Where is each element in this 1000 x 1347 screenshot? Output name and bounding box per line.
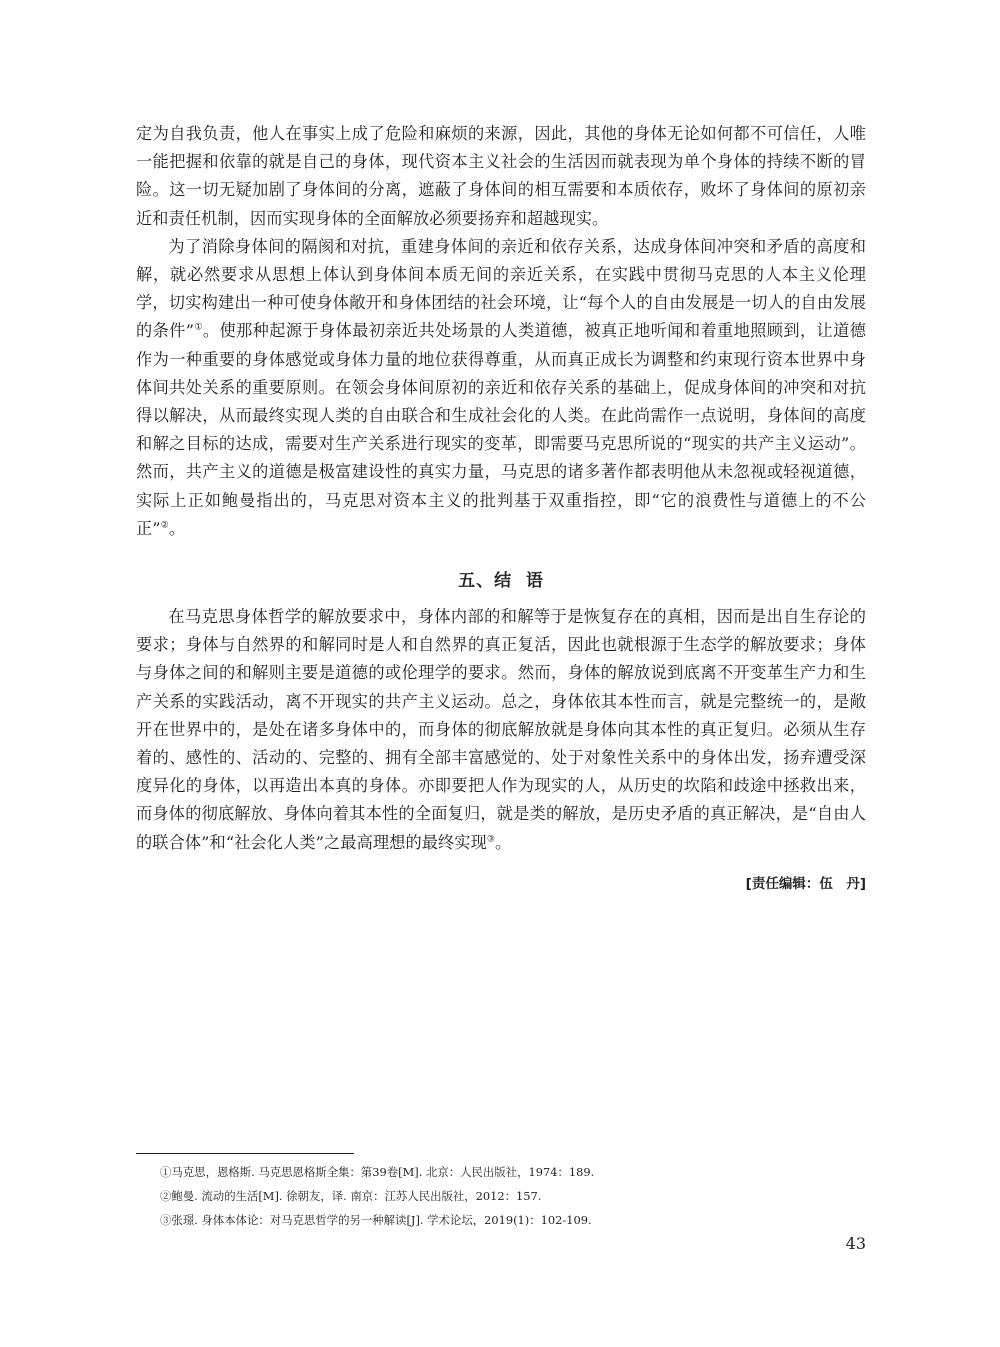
footnote-ref-2[interactable]: ② — [160, 520, 169, 531]
paragraph-text: 。 — [168, 518, 186, 538]
paragraph-reconciliation — [136, 233, 866, 543]
section-heading: 五、结 语 — [458, 571, 544, 592]
footnotes — [160, 1160, 866, 1232]
paragraph-text: 。 — [495, 832, 512, 852]
editor-credit: [责任编辑：伍 丹] — [745, 875, 866, 892]
footnote-1: ①马克思，恩格斯. 马克思恩格斯全集：第39卷[M]. 北京：人民出版社，1974：189. — [160, 1165, 595, 1179]
paragraph-text: 定为自我负责，他人在事实上成了危险和麻烦的来源，因此，其他的身体无论如何都不可信任，人唯一能把握和依靠的就是自己的身体，现代资本主义社会的生活因而就表现为单个身体的持续不断的冒险。这一切无疑加剧了身体间的分离，遮蔽了身体间的相互需要和本质依存，败坏了身体间的原初亲近和责任机制，因而实现身体的全面解放必须要扬弃和超越现实。 — [136, 124, 866, 228]
footnote-2: ②鲍曼. 流动的生活[M]. 徐朝友，译. 南京：江苏人民出版社，2012：157. — [160, 1189, 542, 1203]
paragraph-continued — [136, 120, 866, 233]
footnote-ref-3[interactable]: ③ — [486, 834, 496, 845]
paragraph-text: 为了消除身体间的隔阂和对抗，重建身体间的亲近和依存关系，达成身体间冲突和矛盾的高度和解，就必然要求从思想上体认到身体间本质无间的亲近关系，在实践中贯彻马克思的人本主义伦理学，切实构建出一种可使身体敞开和身体团结的社会环境，让“每个人的自由发展是一切人的自由发展的条件” — [136, 236, 866, 341]
footnote-3: ③张璟. 身体本体论：对马克思哲学的另一种解读[J]. 学术论坛，2019(1)：102-109. — [160, 1213, 592, 1227]
paragraph-text: 在马克思身体哲学的解放要求中，身体内部的和解等于是恢复存在的真相，因而是出自生存论的要求；身体与自然界的和解同时是人和自然界的真正复活，因此也就根源于生态学的解放要求；身体与身体之间的和解则主要是道德的或伦理学的要求。然而，身体的解放说到底离不开变革生产力和生产关系的实践活动，离不开现实的共产主义运动。总之，身体依其本性而言，就是完整统一的，是敞开在世界中的，是处在诸多身体中的，而身体的彻底解放就是身体向其本性的真正复归。必须从生存着的、感性的、活动的、完整的、拥有全部丰富感觉的、处于对象性关系中的身体出发，扬弃遭受深度异化的身体，以再造出本真的身体。亦即要把人作为现实的人，从历史的坎陷和歧途中拯救出来，而身体的彻底解放、身体向着其本性的全面复归，就是类的解放，是历史矛盾的真正解决，是“自由人的联合体”和“社会化人类”之最高理想的最终实现 — [136, 607, 866, 852]
paragraph-conclusion — [136, 603, 866, 857]
page-number: 43 — [845, 1234, 866, 1253]
paragraph-text: 。使那种起源于身体最初亲近共处场景的人类道德，被真正地听闻和着重地照顾到，让道德作为一种重要的身体感觉或身体力量的地位获得尊重，从而真正成长为调整和约束现行资本世界中身体间共处关系的重要原则。在领会身体间原初的亲近和依存关系的基础上，促成身体间的冲突和对抗得以解决，从而最终实现人类的自由联合和生成社会化的人类。在此尚需作一点说明，身体间的高度和解之目标的达成，需要对生产关系进行现实的变革，即需要马克思所说的“现实的共产主义运动”。然而，共产主义的道德是极富建设性的真实力量，马克思的诸多著作都表明他从未忽视或轻视道德，实际上正如鲍曼指出的，马克思对资本主义的批判基于双重指控，即“它的浪费性与道德上的不公正” — [136, 321, 866, 538]
article-body — [136, 120, 866, 895]
footnote-ref-1[interactable]: ① — [194, 323, 203, 334]
footnote-divider — [136, 1153, 354, 1154]
